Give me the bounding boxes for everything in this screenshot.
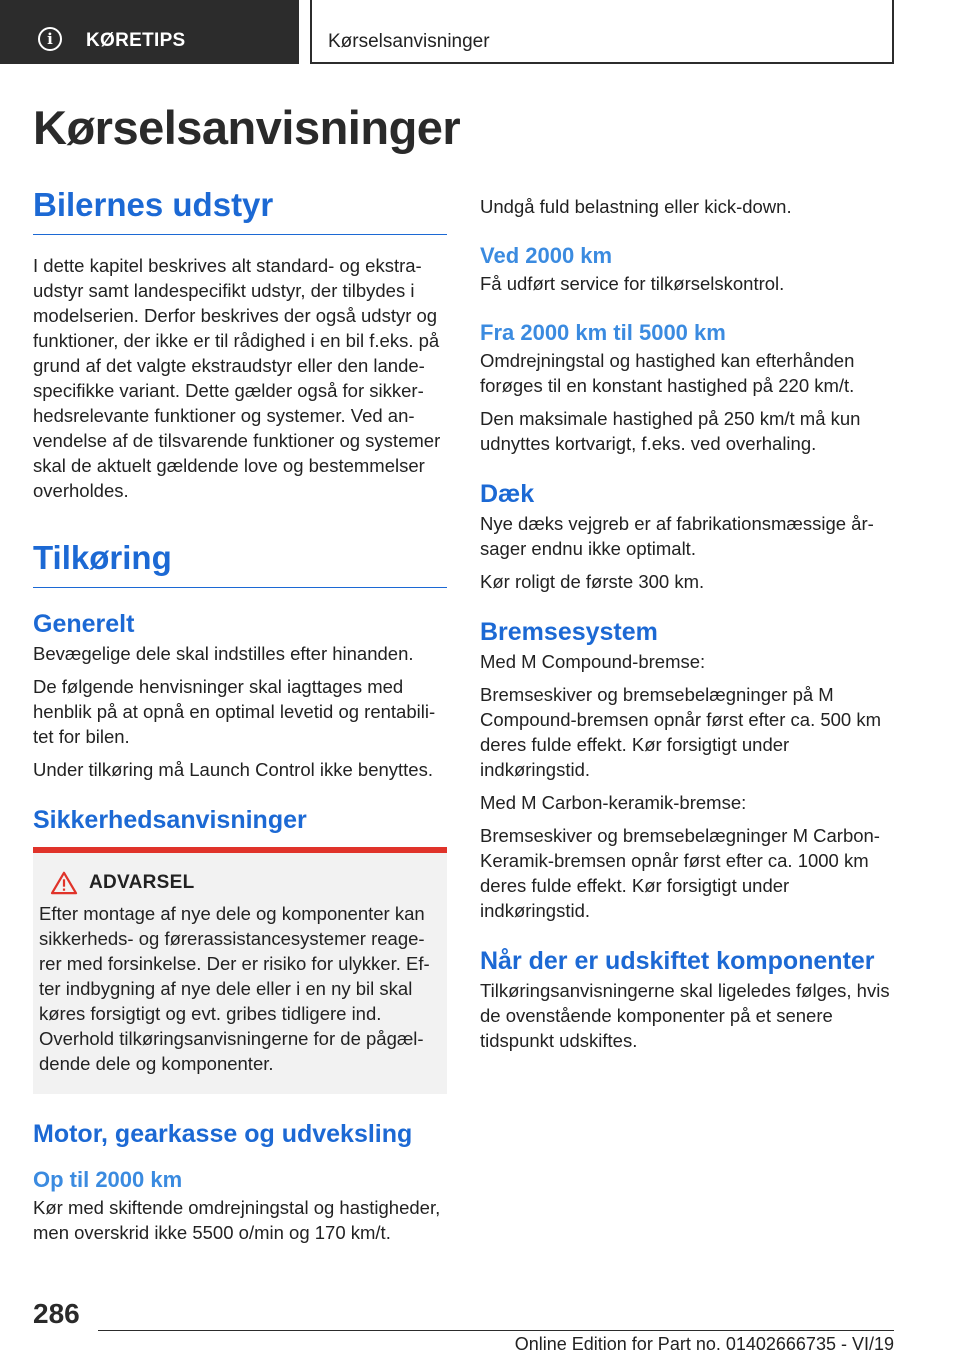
- footer-divider: [98, 1330, 894, 1331]
- brakes-paragraph-4: Bremseskiver og bremsebelægninger M Carbon-Keramik-bremsen opnår først efter ca. 1000 km deres fulde effekt. Kør forsigtigt under indkøringstid.: [480, 825, 880, 921]
- general-paragraph-2: De følgende henvisninger skal iagttages med henblik på at opnå en optimal levetid og rentabilitet for bilen.: [33, 676, 436, 747]
- subheading-brakes: Bremsesystem: [480, 618, 658, 646]
- left-column: [33, 186, 447, 1245]
- at-2000-text: Få udført service for tilkørselskontrol.: [480, 273, 785, 294]
- replaced-components-text: Tilkøringsanvisningerne skal ligeledes følges, hvis de ovenstående komponenter på et senere tidspunkt udskiftes.: [480, 980, 890, 1051]
- warning-title: ADVARSEL: [89, 872, 195, 893]
- subheading-at-2000: Ved 2000 km: [480, 243, 613, 268]
- subheading-replaced-components: Når der er udskiftet komponenter: [480, 947, 875, 975]
- upto-2000-continued: Undgå fuld belastning eller kick-down.: [480, 196, 792, 217]
- warning-box: [33, 847, 447, 1094]
- tyres-paragraph-1: Nye dæks vejgreb er af fabrikationsmæssige årsager endnu ikke optimalt.: [480, 513, 874, 559]
- brakes-paragraph-3: Med M Carbon-keramik-bremse:: [480, 792, 747, 813]
- subheading-engine: Motor, gearkasse og udveksling: [33, 1120, 413, 1148]
- general-paragraph-1: Bevægelige dele skal indstilles efter hinanden.: [33, 643, 414, 664]
- right-column: [480, 194, 896, 1053]
- brakes-paragraph-2: Bremseskiver og bremsebelægninger på M Compound-bremsen opnår først efter ca. 500 km deres fulde effekt. Kør forsigtigt under indkøringstid.: [480, 684, 882, 780]
- general-paragraph-3: Under tilkøring må Launch Control ikke benyttes.: [33, 759, 433, 780]
- header-chapter-box: [310, 0, 894, 64]
- warning-text: Efter montage af nye dele og komponenter kan sikkerheds- og førerassistancesystemer reagerer med forsinkelse. Der er risiko for ulykker. Efter indbygning af nye dele eller i en ny bil skal køres forsigtigt og evt. gribes tidligere ind. Overhold tilkøringsanvisningerne for de pågældende dele og komponenter.: [39, 903, 430, 1074]
- page-number: 286: [33, 1298, 80, 1329]
- from-2000-paragraph-1: Omdrejningstal og hastighed kan efterhånden forøges til en konstant hastighed på 220 km/t.: [480, 350, 855, 396]
- subheading-general: Generelt: [33, 610, 135, 638]
- warning-triangle-icon: [49, 871, 79, 895]
- warning-header: [39, 871, 437, 895]
- from-2000-paragraph-2: Den maksimale hastighed på 250 km/t må kun udnyttes kortvarigt, f.eks. ved overhaling.: [480, 408, 861, 454]
- edition-label: Online Edition for Part no. 01402666735 - VI/19: [514, 1334, 894, 1354]
- brakes-paragraph-1: Med M Compound-bremse:: [480, 651, 706, 672]
- equipment-text: I dette kapitel beskrives alt standard- og ekstraudstyr samt landespecifikt udstyr, der tilbydes i modelserien. Derfor beskrives der også udstyr og funktioner, der ikke er til rådighed i en bil f.eks. på grund af det valgte ekstraudstyr eller den landespecifikke variant. Dette gælder også for sikkerhedsrelevante funktioner og systemer. Ved anvendelse af de tilsvarende funktioner og systemer skal de aktuelt gældende love og bestemmelser overholdes.: [33, 255, 441, 501]
- header-chapter-label: Kørselsanvisninger: [328, 31, 490, 52]
- info-icon: i: [38, 27, 62, 51]
- subheading-tyres: Dæk: [480, 480, 535, 508]
- section-heading-breakin: Tilkøring: [33, 539, 447, 588]
- subheading-upto-2000: Op til 2000 km: [33, 1167, 183, 1192]
- upto-2000-text: Kør med skiftende omdrejningstal og hastigheder, men overskrid ikke 5500 o/min og 170 km/t.: [33, 1197, 441, 1243]
- section-heading-equipment: Bilernes udstyr: [33, 186, 447, 235]
- subheading-safety: Sikkerhedsanvisninger: [33, 806, 307, 834]
- header-section-tab: [0, 0, 299, 64]
- page-title: Kørselsanvisninger: [33, 101, 461, 154]
- header-section-label: KØRETIPS: [86, 30, 186, 51]
- tyres-paragraph-2: Kør roligt de første 300 km.: [480, 571, 705, 592]
- subheading-from-2000: Fra 2000 km til 5000 km: [480, 320, 726, 345]
